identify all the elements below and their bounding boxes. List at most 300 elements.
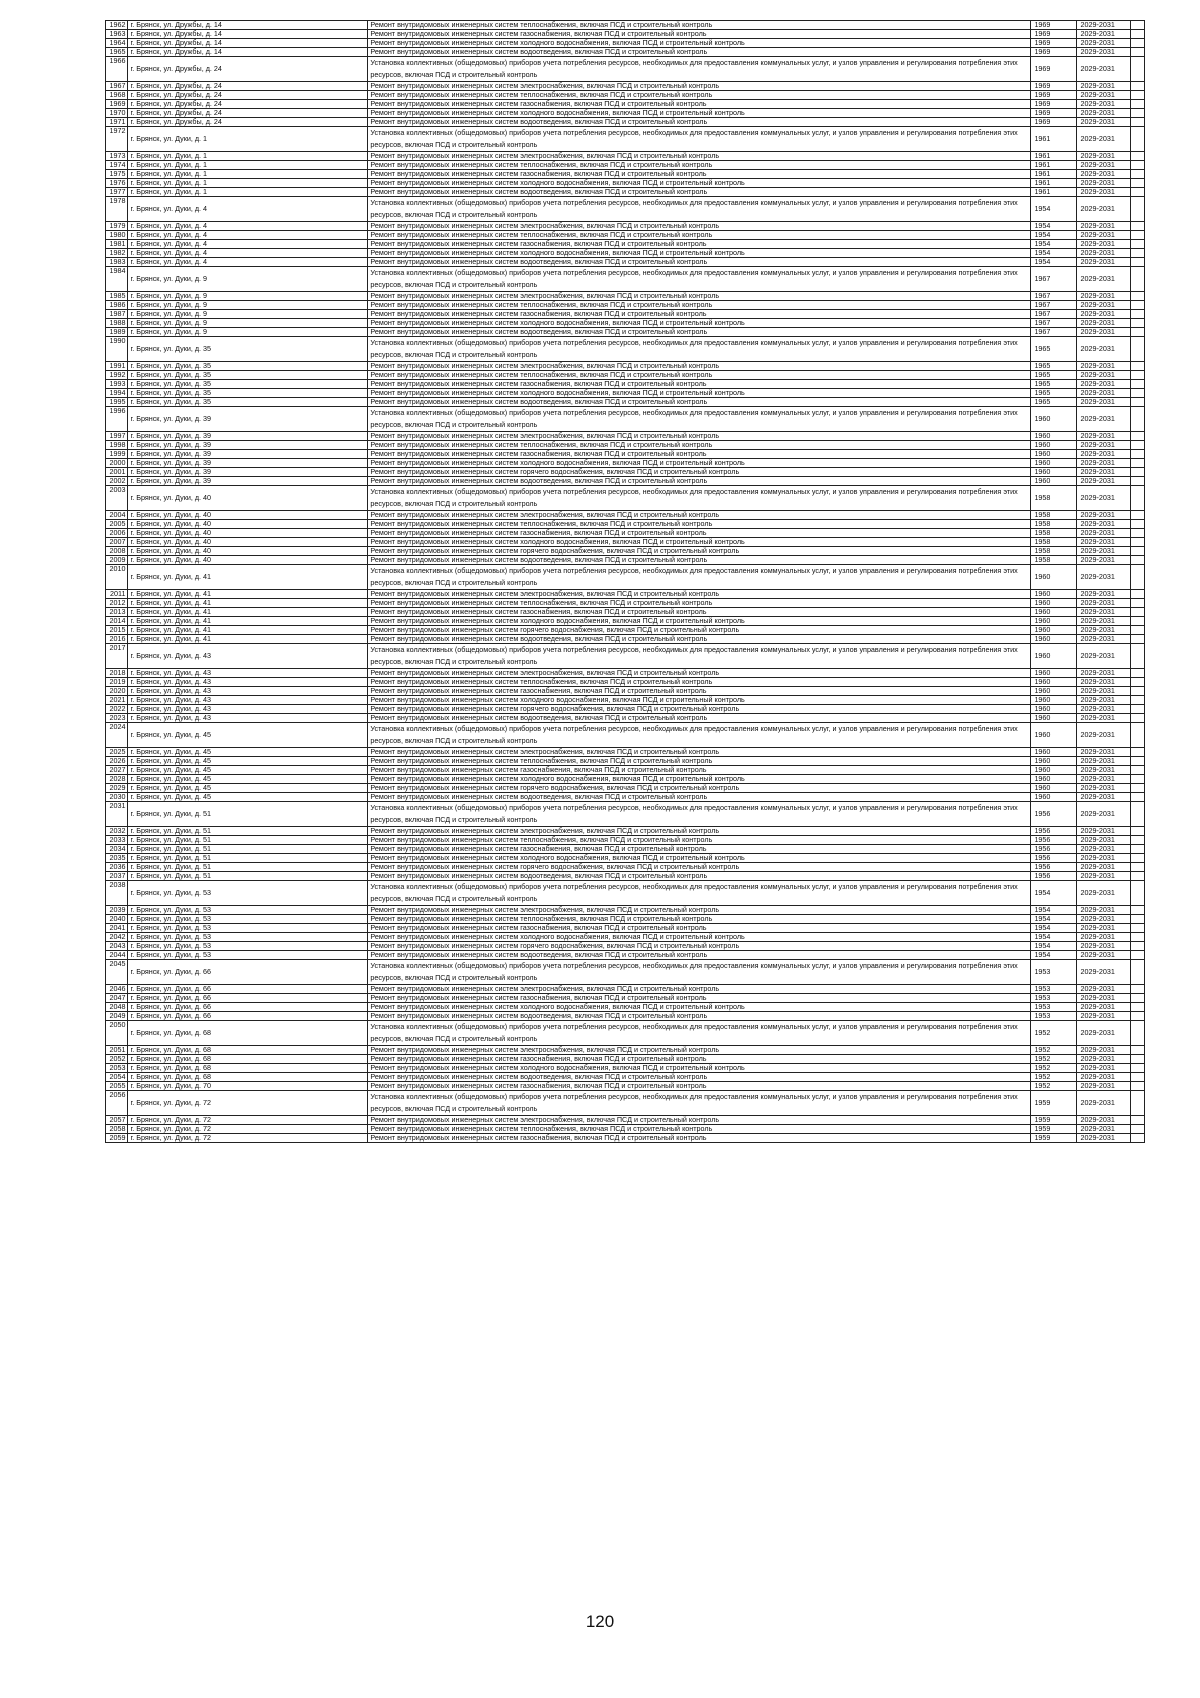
table-row (106, 258, 1145, 267)
planned-period-cell: 2029-2031 (1077, 511, 1131, 520)
build-year-cell: 1967 (1031, 292, 1077, 301)
table-row (106, 371, 1145, 380)
work-type-cell: Ремонт внутридомовых инженерных систем холодного водоснабжения, включая ПСД и строительный контроль (368, 696, 1031, 705)
planned-period-cell: 2029-2031 (1077, 863, 1131, 872)
planned-period-cell: 2029-2031 (1077, 608, 1131, 617)
work-type-cell: Установка коллективных (общедомовых) приборов учета потребления ресурсов, необходимых для предоставления коммунальных услуг, и узлов управления и регулирования потребления этих ресурсов, включая ПСД и строительный контроль (368, 267, 1031, 292)
address-cell: г. Брянск, ул. Дуки, д. 35 (128, 371, 368, 380)
table-row (106, 21, 1145, 30)
build-year-cell: 1953 (1031, 1003, 1077, 1012)
build-year-cell: 1959 (1031, 1116, 1077, 1125)
table-row (106, 626, 1145, 635)
work-type-cell: Установка коллективных (общедомовых) приборов учета потребления ресурсов, необходимых для предоставления коммунальных услуг, и узлов управления и регулирования потребления этих ресурсов, включая ПСД и строительный контроль (368, 1091, 1031, 1116)
planned-period-cell: 2029-2031 (1077, 127, 1131, 152)
table-row (106, 486, 1145, 511)
work-type-cell: Ремонт внутридомовых инженерных систем электроснабжения, включая ПСД и строительный контроль (368, 669, 1031, 678)
address-cell: г. Брянск, ул. Дуки, д. 1 (128, 161, 368, 170)
work-type-cell: Установка коллективных (общедомовых) приборов учета потребления ресурсов, необходимых для предоставления коммунальных услуг, и узлов управления и регулирования потребления этих ресурсов, включая ПСД и строительный контроль (368, 644, 1031, 669)
planned-period-cell: 2029-2031 (1077, 39, 1131, 48)
work-type-cell: Ремонт внутридомовых инженерных систем электроснабжения, включая ПСД и строительный контроль (368, 511, 1031, 520)
address-cell: г. Брянск, ул. Дуки, д. 51 (128, 827, 368, 836)
table-row (106, 310, 1145, 319)
work-type-cell: Ремонт внутридомовых инженерных систем электроснабжения, включая ПСД и строительный контроль (368, 292, 1031, 301)
planned-period-cell: 2029-2031 (1077, 705, 1131, 714)
planned-period-cell: 2029-2031 (1077, 30, 1131, 39)
build-year-cell: 1960 (1031, 441, 1077, 450)
planned-period-cell: 2029-2031 (1077, 389, 1131, 398)
blank-cell (1131, 669, 1145, 678)
address-cell: г. Брянск, ул. Дуки, д. 4 (128, 231, 368, 240)
build-year-cell: 1960 (1031, 714, 1077, 723)
blank-cell (1131, 757, 1145, 766)
planned-period-cell: 2029-2031 (1077, 371, 1131, 380)
work-type-cell: Ремонт внутридомовых инженерных систем водоотведения, включая ПСД и строительный контроль (368, 714, 1031, 723)
blank-cell (1131, 1012, 1145, 1021)
work-type-cell: Ремонт внутридомовых инженерных систем теплоснабжения, включая ПСД и строительный контроль (368, 301, 1031, 310)
build-year-cell: 1960 (1031, 687, 1077, 696)
address-cell: г. Брянск, ул. Дуки, д. 51 (128, 872, 368, 881)
row-number-cell: 2009 (106, 556, 128, 565)
table-row (106, 362, 1145, 371)
build-year-cell: 1958 (1031, 486, 1077, 511)
row-number-cell: 2000 (106, 459, 128, 468)
build-year-cell: 1969 (1031, 57, 1077, 82)
work-type-cell: Ремонт внутридомовых инженерных систем горячего водоснабжения, включая ПСД и строительный контроль (368, 863, 1031, 872)
row-number-cell: 2003 (106, 486, 128, 511)
address-cell: г. Брянск, ул. Дуки, д. 66 (128, 1012, 368, 1021)
address-cell: г. Брянск, ул. Дуки, д. 70 (128, 1082, 368, 1091)
address-cell: г. Брянск, ул. Дружбы, д. 14 (128, 48, 368, 57)
table-row (106, 127, 1145, 152)
blank-cell (1131, 1134, 1145, 1143)
blank-cell (1131, 906, 1145, 915)
blank-cell (1131, 310, 1145, 319)
planned-period-cell: 2029-2031 (1077, 91, 1131, 100)
address-cell: г. Брянск, ул. Дуки, д. 53 (128, 915, 368, 924)
row-number-cell: 1974 (106, 161, 128, 170)
planned-period-cell: 2029-2031 (1077, 1064, 1131, 1073)
work-type-cell: Установка коллективных (общедомовых) приборов учета потребления ресурсов, необходимых для предоставления коммунальных услуг, и узлов управления и регулирования потребления этих ресурсов, включая ПСД и строительный контроль (368, 802, 1031, 827)
row-number-cell: 1996 (106, 407, 128, 432)
blank-cell (1131, 1046, 1145, 1055)
row-number-cell: 1965 (106, 48, 128, 57)
address-cell: г. Брянск, ул. Дуки, д. 43 (128, 696, 368, 705)
blank-cell (1131, 599, 1145, 608)
table-row (106, 933, 1145, 942)
address-cell: г. Брянск, ул. Дуки, д. 4 (128, 258, 368, 267)
planned-period-cell: 2029-2031 (1077, 696, 1131, 705)
address-cell: г. Брянск, ул. Дуки, д. 39 (128, 450, 368, 459)
blank-cell (1131, 985, 1145, 994)
work-type-cell: Ремонт внутридомовых инженерных систем газоснабжения, включая ПСД и строительный контроль (368, 1055, 1031, 1064)
table-row (106, 520, 1145, 529)
address-cell: г. Брянск, ул. Дуки, д. 45 (128, 784, 368, 793)
row-number-cell: 2059 (106, 1134, 128, 1143)
row-number-cell: 1983 (106, 258, 128, 267)
address-cell: г. Брянск, ул. Дуки, д. 51 (128, 802, 368, 827)
row-number-cell: 2025 (106, 748, 128, 757)
build-year-cell: 1960 (1031, 432, 1077, 441)
blank-cell (1131, 301, 1145, 310)
planned-period-cell: 2029-2031 (1077, 802, 1131, 827)
planned-period-cell: 2029-2031 (1077, 775, 1131, 784)
build-year-cell: 1969 (1031, 118, 1077, 127)
planned-period-cell: 2029-2031 (1077, 1125, 1131, 1134)
table-row (106, 748, 1145, 757)
blank-cell (1131, 1116, 1145, 1125)
row-number-cell: 1994 (106, 389, 128, 398)
build-year-cell: 1958 (1031, 556, 1077, 565)
work-type-cell: Установка коллективных (общедомовых) приборов учета потребления ресурсов, необходимых для предоставления коммунальных услуг, и узлов управления и регулирования потребления этих ресурсов, включая ПСД и строительный контроль (368, 565, 1031, 590)
blank-cell (1131, 1003, 1145, 1012)
work-type-cell: Ремонт внутридомовых инженерных систем горячего водоснабжения, включая ПСД и строительный контроль (368, 942, 1031, 951)
table-row (106, 714, 1145, 723)
blank-cell (1131, 407, 1145, 432)
blank-cell (1131, 1082, 1145, 1091)
build-year-cell: 1969 (1031, 109, 1077, 118)
address-cell: г. Брянск, ул. Дуки, д. 40 (128, 511, 368, 520)
table-row (106, 459, 1145, 468)
planned-period-cell: 2029-2031 (1077, 380, 1131, 389)
planned-period-cell: 2029-2031 (1077, 644, 1131, 669)
address-cell: г. Брянск, ул. Дуки, д. 45 (128, 757, 368, 766)
work-type-cell: Ремонт внутридомовых инженерных систем теплоснабжения, включая ПСД и строительный контроль (368, 915, 1031, 924)
build-year-cell: 1969 (1031, 30, 1077, 39)
row-number-cell: 1976 (106, 179, 128, 188)
planned-period-cell: 2029-2031 (1077, 994, 1131, 1003)
work-type-cell: Установка коллективных (общедомовых) приборов учета потребления ресурсов, необходимых для предоставления коммунальных услуг, и узлов управления и регулирования потребления этих ресурсов, включая ПСД и строительный контроль (368, 337, 1031, 362)
table-row (106, 441, 1145, 450)
work-type-cell: Ремонт внутридомовых инженерных систем холодного водоснабжения, включая ПСД и строительный контроль (368, 459, 1031, 468)
table-row (106, 380, 1145, 389)
table-row (106, 188, 1145, 197)
blank-cell (1131, 863, 1145, 872)
planned-period-cell: 2029-2031 (1077, 100, 1131, 109)
address-cell: г. Брянск, ул. Дуки, д. 66 (128, 1003, 368, 1012)
address-cell: г. Брянск, ул. Дуки, д. 45 (128, 748, 368, 757)
row-number-cell: 1991 (106, 362, 128, 371)
work-type-cell: Ремонт внутридомовых инженерных систем теплоснабжения, включая ПСД и строительный контроль (368, 599, 1031, 608)
blank-cell (1131, 398, 1145, 407)
address-cell: г. Брянск, ул. Дуки, д. 53 (128, 881, 368, 906)
table-row (106, 432, 1145, 441)
address-cell: г. Брянск, ул. Дуки, д. 41 (128, 590, 368, 599)
address-cell: г. Брянск, ул. Дружбы, д. 24 (128, 109, 368, 118)
build-year-cell: 1967 (1031, 310, 1077, 319)
blank-cell (1131, 793, 1145, 802)
blank-cell (1131, 520, 1145, 529)
address-cell: г. Брянск, ул. Дуки, д. 1 (128, 152, 368, 161)
planned-period-cell: 2029-2031 (1077, 748, 1131, 757)
blank-cell (1131, 951, 1145, 960)
blank-cell (1131, 881, 1145, 906)
blank-cell (1131, 477, 1145, 486)
blank-cell (1131, 468, 1145, 477)
work-type-cell: Ремонт внутридомовых инженерных систем водоотведения, включая ПСД и строительный контроль (368, 398, 1031, 407)
build-year-cell: 1960 (1031, 477, 1077, 486)
table-row (106, 793, 1145, 802)
address-cell: г. Брянск, ул. Дуки, д. 68 (128, 1021, 368, 1046)
row-number-cell: 2040 (106, 915, 128, 924)
address-cell: г. Брянск, ул. Дуки, д. 35 (128, 337, 368, 362)
build-year-cell: 1956 (1031, 802, 1077, 827)
blank-cell (1131, 942, 1145, 951)
work-type-cell: Ремонт внутридомовых инженерных систем холодного водоснабжения, включая ПСД и строительный контроль (368, 109, 1031, 118)
work-type-cell: Ремонт внутридомовых инженерных систем электроснабжения, включая ПСД и строительный контроль (368, 748, 1031, 757)
address-cell: г. Брянск, ул. Дуки, д. 4 (128, 249, 368, 258)
row-number-cell: 2016 (106, 635, 128, 644)
work-type-cell: Ремонт внутридомовых инженерных систем газоснабжения, включая ПСД и строительный контроль (368, 1082, 1031, 1091)
work-type-cell: Ремонт внутридомовых инженерных систем электроснабжения, включая ПСД и строительный контроль (368, 985, 1031, 994)
planned-period-cell: 2029-2031 (1077, 441, 1131, 450)
planned-period-cell: 2029-2031 (1077, 459, 1131, 468)
build-year-cell: 1960 (1031, 644, 1077, 669)
planned-period-cell: 2029-2031 (1077, 669, 1131, 678)
planned-period-cell: 2029-2031 (1077, 757, 1131, 766)
address-cell: г. Брянск, ул. Дуки, д. 39 (128, 477, 368, 486)
planned-period-cell: 2029-2031 (1077, 179, 1131, 188)
blank-cell (1131, 775, 1145, 784)
row-number-cell: 2017 (106, 644, 128, 669)
build-year-cell: 1961 (1031, 179, 1077, 188)
work-type-cell: Установка коллективных (общедомовых) приборов учета потребления ресурсов, необходимых для предоставления коммунальных услуг, и узлов управления и регулирования потребления этих ресурсов, включая ПСД и строительный контроль (368, 197, 1031, 222)
work-type-cell: Ремонт внутридомовых инженерных систем холодного водоснабжения, включая ПСД и строительный контроль (368, 389, 1031, 398)
work-type-cell: Ремонт внутридомовых инженерных систем газоснабжения, включая ПСД и строительный контроль (368, 687, 1031, 696)
table-row (106, 1134, 1145, 1143)
planned-period-cell: 2029-2031 (1077, 723, 1131, 748)
planned-period-cell: 2029-2031 (1077, 1073, 1131, 1082)
row-number-cell: 2045 (106, 960, 128, 985)
address-cell: г. Брянск, ул. Дуки, д. 40 (128, 529, 368, 538)
build-year-cell: 1954 (1031, 951, 1077, 960)
blank-cell (1131, 678, 1145, 687)
blank-cell (1131, 380, 1145, 389)
address-cell: г. Брянск, ул. Дуки, д. 41 (128, 565, 368, 590)
planned-period-cell: 2029-2031 (1077, 450, 1131, 459)
address-cell: г. Брянск, ул. Дружбы, д. 24 (128, 100, 368, 109)
planned-period-cell: 2029-2031 (1077, 1082, 1131, 1091)
work-type-cell: Ремонт внутридомовых инженерных систем водоотведения, включая ПСД и строительный контроль (368, 258, 1031, 267)
build-year-cell: 1954 (1031, 915, 1077, 924)
address-cell: г. Брянск, ул. Дуки, д. 53 (128, 924, 368, 933)
work-type-cell: Ремонт внутридомовых инженерных систем газоснабжения, включая ПСД и строительный контроль (368, 380, 1031, 389)
blank-cell (1131, 21, 1145, 30)
blank-cell (1131, 258, 1145, 267)
address-cell: г. Брянск, ул. Дуки, д. 53 (128, 933, 368, 942)
row-number-cell: 2052 (106, 1055, 128, 1064)
row-number-cell: 2011 (106, 590, 128, 599)
address-cell: г. Брянск, ул. Дуки, д. 39 (128, 459, 368, 468)
blank-cell (1131, 118, 1145, 127)
planned-period-cell: 2029-2031 (1077, 933, 1131, 942)
row-number-cell: 2041 (106, 924, 128, 933)
planned-period-cell: 2029-2031 (1077, 1003, 1131, 1012)
row-number-cell: 1986 (106, 301, 128, 310)
address-cell: г. Брянск, ул. Дуки, д. 45 (128, 793, 368, 802)
row-number-cell: 2049 (106, 1012, 128, 1021)
work-type-cell: Ремонт внутридомовых инженерных систем теплоснабжения, включая ПСД и строительный контроль (368, 678, 1031, 687)
row-number-cell: 1980 (106, 231, 128, 240)
work-type-cell: Ремонт внутридомовых инженерных систем теплоснабжения, включая ПСД и строительный контроль (368, 161, 1031, 170)
address-cell: г. Брянск, ул. Дуки, д. 72 (128, 1125, 368, 1134)
row-number-cell: 2031 (106, 802, 128, 827)
work-type-cell: Ремонт внутридомовых инженерных систем газоснабжения, включая ПСД и строительный контроль (368, 240, 1031, 249)
work-type-cell: Ремонт внутридомовых инженерных систем водоотведения, включая ПСД и строительный контроль (368, 477, 1031, 486)
page-number: 120 (585, 1612, 615, 1631)
table-row (106, 757, 1145, 766)
blank-cell (1131, 486, 1145, 511)
blank-cell (1131, 924, 1145, 933)
table-row (106, 231, 1145, 240)
address-cell: г. Брянск, ул. Дуки, д. 4 (128, 222, 368, 231)
address-cell: г. Брянск, ул. Дуки, д. 68 (128, 1055, 368, 1064)
work-type-cell: Ремонт внутридомовых инженерных систем водоотведения, включая ПСД и строительный контроль (368, 872, 1031, 881)
table-row (106, 906, 1145, 915)
blank-cell (1131, 723, 1145, 748)
planned-period-cell: 2029-2031 (1077, 687, 1131, 696)
planned-period-cell: 2029-2031 (1077, 188, 1131, 197)
address-cell: г. Брянск, ул. Дуки, д. 72 (128, 1091, 368, 1116)
work-type-cell: Ремонт внутридомовых инженерных систем теплоснабжения, включая ПСД и строительный контроль (368, 91, 1031, 100)
build-year-cell: 1959 (1031, 1125, 1077, 1134)
blank-cell (1131, 915, 1145, 924)
work-type-cell: Установка коллективных (общедомовых) приборов учета потребления ресурсов, необходимых для предоставления коммунальных услуг, и узлов управления и регулирования потребления этих ресурсов, включая ПСД и строительный контроль (368, 57, 1031, 82)
work-type-cell: Ремонт внутридомовых инженерных систем холодного водоснабжения, включая ПСД и строительный контроль (368, 1064, 1031, 1073)
blank-cell (1131, 766, 1145, 775)
address-cell: г. Брянск, ул. Дуки, д. 72 (128, 1116, 368, 1125)
work-type-cell: Ремонт внутридомовых инженерных систем газоснабжения, включая ПСД и строительный контроль (368, 924, 1031, 933)
row-number-cell: 1998 (106, 441, 128, 450)
build-year-cell: 1953 (1031, 960, 1077, 985)
blank-cell (1131, 267, 1145, 292)
build-year-cell: 1952 (1031, 1073, 1077, 1082)
build-year-cell: 1960 (1031, 766, 1077, 775)
address-cell: г. Брянск, ул. Дуки, д. 68 (128, 1073, 368, 1082)
address-cell: г. Брянск, ул. Дуки, д. 40 (128, 547, 368, 556)
build-year-cell: 1969 (1031, 21, 1077, 30)
row-number-cell: 1997 (106, 432, 128, 441)
planned-period-cell: 2029-2031 (1077, 1012, 1131, 1021)
row-number-cell: 2024 (106, 723, 128, 748)
blank-cell (1131, 170, 1145, 179)
build-year-cell: 1961 (1031, 161, 1077, 170)
document-sheet (105, 20, 1145, 1143)
planned-period-cell: 2029-2031 (1077, 678, 1131, 687)
work-type-cell: Ремонт внутридомовых инженерных систем водоотведения, включая ПСД и строительный контроль (368, 635, 1031, 644)
build-year-cell: 1959 (1031, 1134, 1077, 1143)
row-number-cell: 2006 (106, 529, 128, 538)
address-cell: г. Брянск, ул. Дуки, д. 40 (128, 486, 368, 511)
row-number-cell: 2026 (106, 757, 128, 766)
work-type-cell: Ремонт внутридомовых инженерных систем теплоснабжения, включая ПСД и строительный контроль (368, 441, 1031, 450)
row-number-cell: 2028 (106, 775, 128, 784)
build-year-cell: 1956 (1031, 836, 1077, 845)
table-row (106, 468, 1145, 477)
build-year-cell: 1969 (1031, 39, 1077, 48)
build-year-cell: 1958 (1031, 520, 1077, 529)
address-cell: г. Брянск, ул. Дуки, д. 51 (128, 836, 368, 845)
blank-cell (1131, 608, 1145, 617)
address-cell: г. Брянск, ул. Дуки, д. 66 (128, 985, 368, 994)
table-row (106, 915, 1145, 924)
build-year-cell: 1960 (1031, 775, 1077, 784)
planned-period-cell: 2029-2031 (1077, 301, 1131, 310)
address-cell: г. Брянск, ул. Дуки, д. 9 (128, 267, 368, 292)
address-cell: г. Брянск, ул. Дружбы, д. 24 (128, 82, 368, 91)
row-number-cell: 1964 (106, 39, 128, 48)
planned-period-cell: 2029-2031 (1077, 486, 1131, 511)
blank-cell (1131, 337, 1145, 362)
planned-period-cell: 2029-2031 (1077, 170, 1131, 179)
table-row (106, 477, 1145, 486)
address-cell: г. Брянск, ул. Дуки, д. 9 (128, 301, 368, 310)
build-year-cell: 1960 (1031, 757, 1077, 766)
build-year-cell: 1960 (1031, 468, 1077, 477)
row-number-cell: 1970 (106, 109, 128, 118)
work-type-cell: Ремонт внутридомовых инженерных систем холодного водоснабжения, включая ПСД и строительный контроль (368, 319, 1031, 328)
build-year-cell: 1965 (1031, 398, 1077, 407)
address-cell: г. Брянск, ул. Дуки, д. 51 (128, 845, 368, 854)
build-year-cell: 1954 (1031, 222, 1077, 231)
table-row (106, 590, 1145, 599)
blank-cell (1131, 617, 1145, 626)
table-row (106, 1003, 1145, 1012)
table-row (106, 1082, 1145, 1091)
blank-cell (1131, 371, 1145, 380)
row-number-cell: 1969 (106, 100, 128, 109)
blank-cell (1131, 994, 1145, 1003)
table-row (106, 705, 1145, 714)
work-type-cell: Ремонт внутридомовых инженерных систем газоснабжения, включая ПСД и строительный контроль (368, 100, 1031, 109)
work-type-cell: Ремонт внутридомовых инженерных систем электроснабжения, включая ПСД и строительный контроль (368, 906, 1031, 915)
table-row (106, 152, 1145, 161)
table-row (106, 39, 1145, 48)
address-cell: г. Брянск, ул. Дуки, д. 1 (128, 188, 368, 197)
build-year-cell: 1960 (1031, 450, 1077, 459)
work-type-cell: Установка коллективных (общедомовых) приборов учета потребления ресурсов, необходимых для предоставления коммунальных услуг, и узлов управления и регулирования потребления этих ресурсов, включая ПСД и строительный контроль (368, 1021, 1031, 1046)
table-row (106, 1091, 1145, 1116)
build-year-cell: 1967 (1031, 301, 1077, 310)
row-number-cell: 1987 (106, 310, 128, 319)
row-number-cell: 2027 (106, 766, 128, 775)
table-row (106, 802, 1145, 827)
blank-cell (1131, 161, 1145, 170)
build-year-cell: 1954 (1031, 942, 1077, 951)
planned-period-cell: 2029-2031 (1077, 881, 1131, 906)
blank-cell (1131, 441, 1145, 450)
work-type-cell: Ремонт внутридомовых инженерных систем электроснабжения, включая ПСД и строительный контроль (368, 827, 1031, 836)
work-type-cell: Ремонт внутридомовых инженерных систем газоснабжения, включая ПСД и строительный контроль (368, 310, 1031, 319)
work-type-cell: Ремонт внутридомовых инженерных систем холодного водоснабжения, включая ПСД и строительный контроль (368, 249, 1031, 258)
blank-cell (1131, 538, 1145, 547)
table-row (106, 608, 1145, 617)
build-year-cell: 1954 (1031, 197, 1077, 222)
address-cell: г. Брянск, ул. Дуки, д. 53 (128, 942, 368, 951)
build-year-cell: 1952 (1031, 1082, 1077, 1091)
table-row (106, 556, 1145, 565)
row-number-cell: 1978 (106, 197, 128, 222)
planned-period-cell: 2029-2031 (1077, 267, 1131, 292)
build-year-cell: 1960 (1031, 617, 1077, 626)
build-year-cell: 1953 (1031, 1012, 1077, 1021)
blank-cell (1131, 328, 1145, 337)
planned-period-cell: 2029-2031 (1077, 915, 1131, 924)
address-cell: г. Брянск, ул. Дуки, д. 35 (128, 389, 368, 398)
build-year-cell: 1967 (1031, 319, 1077, 328)
planned-period-cell: 2029-2031 (1077, 477, 1131, 486)
build-year-cell: 1960 (1031, 599, 1077, 608)
blank-cell (1131, 626, 1145, 635)
